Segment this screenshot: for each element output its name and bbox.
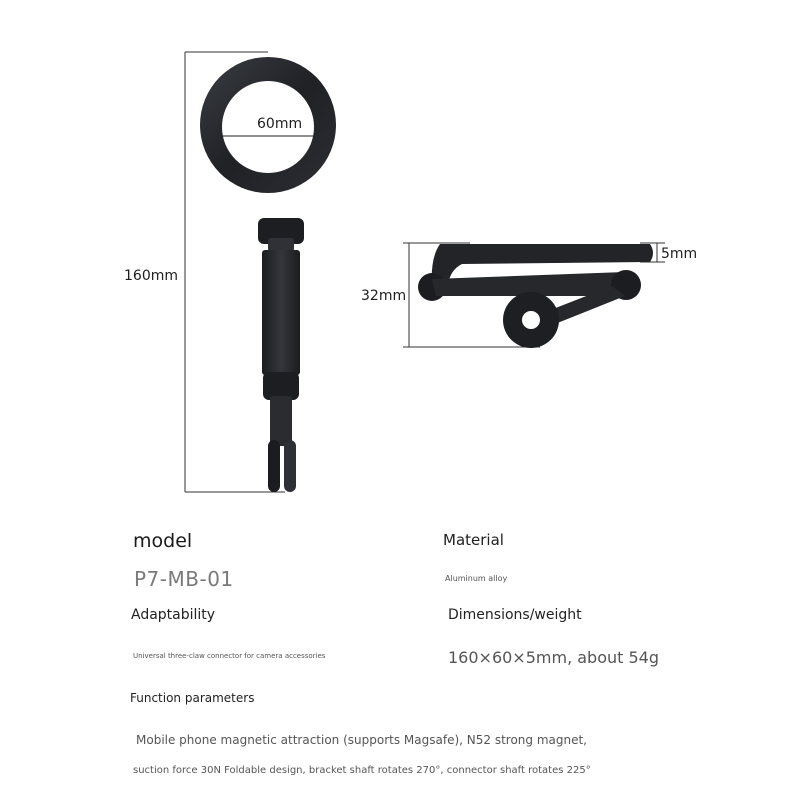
function-line-2: suction force 30N Foldable design, bracket shaft rotates 270°, connector shaft rotates 225° bbox=[133, 765, 591, 776]
bracket-arm bbox=[262, 250, 300, 375]
lower-hinge bbox=[263, 372, 299, 400]
material-label: Material bbox=[443, 531, 504, 549]
side-view-mount bbox=[418, 244, 653, 348]
thickness-label: 5mm bbox=[661, 246, 698, 262]
ring-diameter-label: 60mm bbox=[257, 116, 303, 132]
model-value: P7-MB-01 bbox=[134, 567, 234, 591]
height-label: 160mm bbox=[124, 268, 178, 284]
function-label: Function parameters bbox=[130, 691, 255, 705]
model-label: model bbox=[133, 530, 193, 552]
material-value: Aluminum alloy bbox=[445, 574, 508, 583]
claw-connector-left bbox=[268, 440, 280, 492]
dimensions-value: 160×60×5mm, about 54g bbox=[448, 648, 659, 667]
claw-connector-right bbox=[284, 440, 296, 492]
adaptability-value: Universal three-claw connector for camera accessories bbox=[133, 652, 326, 660]
function-line-1: Mobile phone magnetic attraction (supports Magsafe), N52 strong magnet, bbox=[136, 733, 587, 747]
dimensions-label: Dimensions/weight bbox=[448, 607, 582, 623]
adaptability-label: Adaptability bbox=[131, 607, 216, 623]
side-height-label: 32mm bbox=[361, 288, 407, 304]
